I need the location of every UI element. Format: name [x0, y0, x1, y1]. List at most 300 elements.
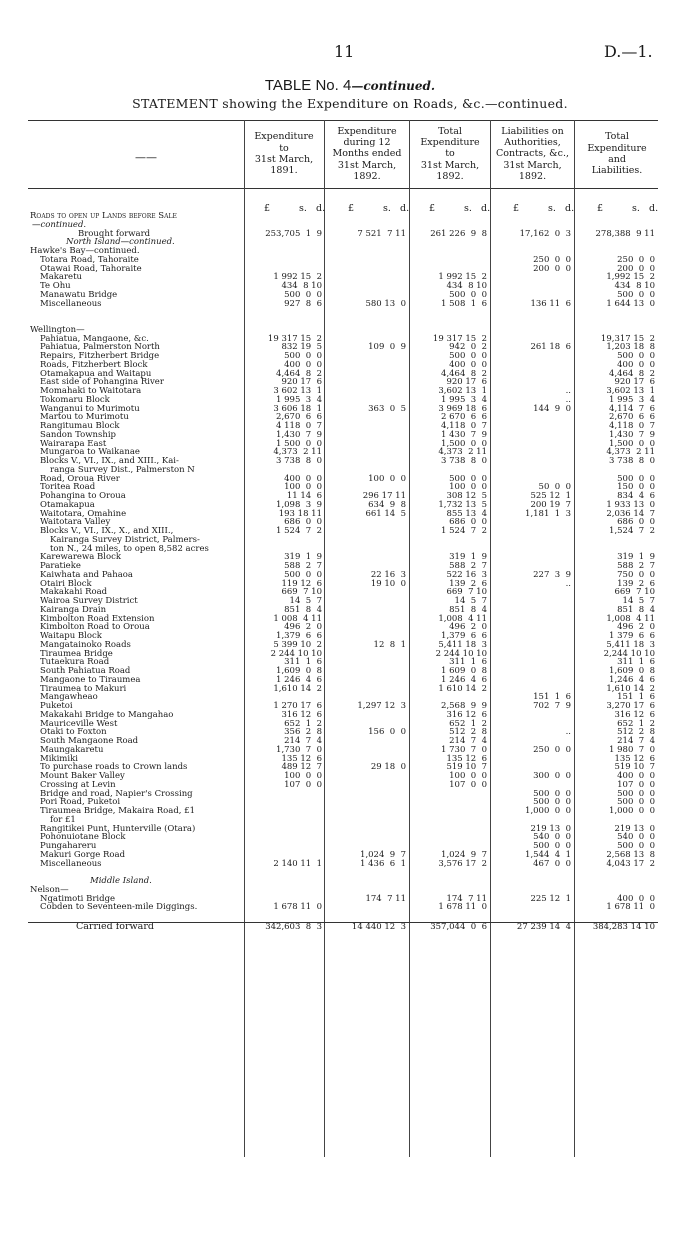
row-value: 100 0 0: [284, 771, 322, 781]
row-label: Mangatainoko Roads: [40, 639, 131, 650]
row-value: 489 12 7: [281, 762, 322, 773]
row-label: Kaiwhata and Pahaoa: [40, 569, 133, 580]
table-row: [0, 300, 700, 309]
row-label: for £1: [50, 814, 76, 825]
row-value: 2,670 6 6: [609, 412, 655, 423]
row-label: East side of Pohangina River: [40, 377, 164, 388]
row-value: 834 4 6: [617, 491, 655, 501]
row-label: Manawatu Bridge: [40, 289, 118, 300]
row-label: Wanganui to Murimotu: [40, 403, 140, 414]
table-title: [0, 77, 700, 94]
row-value: 107 0 0: [449, 779, 487, 790]
page-number: 11: [334, 42, 355, 61]
row-value: 434 8 10: [281, 281, 322, 291]
row-value: 500 0 0: [617, 289, 655, 300]
row-value: 2,036 14 7: [606, 508, 655, 519]
row-value: 661 14 5: [365, 508, 406, 519]
row-value: 19 317 15 2: [432, 333, 487, 344]
row-value: 1,992 15 2: [606, 272, 655, 283]
row-value: 1 678 11 0: [606, 902, 655, 913]
row-value: 512 2 8: [449, 727, 487, 738]
row-value: 1,430 7 9: [609, 429, 655, 440]
row-value: 139 2 6: [449, 578, 487, 589]
row-value: 1,732 13 5: [438, 499, 487, 510]
row-label: Waitotara, Omahine: [40, 508, 127, 519]
row-value: 1 379 6 6: [609, 631, 655, 641]
row-label: Momahaki to Waitotara: [40, 386, 142, 396]
row-value: 100 0 0: [284, 482, 322, 493]
row-value: 278,388 9 11: [595, 228, 655, 239]
row-value: 50 0 0: [538, 482, 571, 493]
row-value: 311 1 6: [617, 657, 655, 668]
row-label: Roads, Fitzherbert Block: [40, 359, 148, 370]
carried-forward-rule: [28, 922, 658, 923]
row-value: 100 0 0: [449, 771, 487, 781]
row-value: 139 2 6: [617, 578, 655, 589]
table-row: [0, 623, 700, 632]
row-value: 496 2 0: [449, 622, 487, 633]
row-value: 1 008 4 11: [273, 613, 322, 624]
table-row: [0, 877, 700, 886]
row-value: 2 244 10 10: [270, 648, 322, 659]
row-value: 1,500 0 0: [441, 438, 487, 449]
row-value: 1,246 4 6: [609, 674, 655, 685]
row-label: Makaretu: [40, 272, 82, 283]
row-value: 3,576 17 2: [438, 858, 487, 869]
row-value: 107 0 0: [284, 779, 322, 790]
table-row: [0, 291, 700, 300]
row-value: 17,162 0 3: [519, 228, 571, 239]
row-value: 27 239 14 4: [516, 921, 571, 932]
row-value: 107 0 0: [617, 779, 655, 790]
row-value: 1 995 3 4: [441, 394, 487, 405]
row-value: 4,464 8 2: [276, 368, 322, 379]
row-value: 357,044 0 6: [430, 921, 487, 932]
row-value: 851 8 4: [617, 604, 655, 615]
row-label: Mikimiki: [40, 753, 78, 764]
row-value: 4,043 17 2: [606, 858, 655, 869]
row-label: Rangitumau Block: [40, 421, 120, 431]
row-label: Martou to Murimotu: [40, 412, 129, 423]
row-label: Road, Oroua River: [40, 473, 120, 484]
row-value: 500 0 0: [533, 797, 571, 808]
row-value: 300 0 0: [533, 771, 571, 781]
row-value: 4,118 0 7: [441, 421, 487, 431]
unit-label: d.: [649, 203, 659, 214]
row-value: 496 2 0: [284, 622, 322, 633]
row-value: 316 12 6: [446, 709, 487, 720]
row-value: 5,411 18 3: [606, 639, 655, 650]
row-label: Maungakaretu: [40, 744, 104, 755]
row-label: To purchase roads to Crown lands: [40, 762, 188, 773]
row-value: 363 0 5: [368, 403, 406, 414]
row-value: 500 0 0: [533, 841, 571, 851]
table-body: [0, 212, 700, 932]
row-label: Puketoi: [40, 701, 73, 711]
header-total-and-liabilities: Total Expenditure and Liabilities.: [587, 131, 647, 177]
row-label: Tiraumea to Makuri: [40, 683, 127, 694]
row-value: 225 12 1: [530, 893, 571, 904]
row-value: 496 2 0: [617, 622, 655, 633]
statement-title: STATEMENT showing the Expenditure on Roads, &c.—continued.: [132, 96, 568, 111]
row-value: 1 270 17 6: [273, 701, 322, 711]
unit-label: £: [597, 203, 604, 214]
row-value: 214 7 4: [449, 736, 487, 746]
unit-label: d.: [481, 203, 491, 214]
row-value: 119 12 6: [281, 578, 322, 589]
row-value: 100 0 0: [449, 482, 487, 493]
row-value: 669 7 10: [614, 587, 655, 598]
row-value: 400 0 0: [617, 771, 655, 781]
header-label-column: ——: [135, 151, 157, 164]
row-value: 1,008 4 11: [606, 613, 655, 624]
table-row: [0, 553, 700, 562]
header-bottom-rule: [28, 188, 658, 189]
row-value: 519 10 7: [446, 762, 487, 773]
row-value: 669 7 10: [446, 587, 487, 598]
row-value: 652 1 2: [617, 718, 655, 729]
row-label: Waitotara Valley: [40, 517, 111, 528]
row-value: 22 16 3: [370, 569, 406, 580]
row-value: 135 12 6: [281, 753, 322, 764]
table-row: [0, 317, 700, 326]
row-value: 14 440 12 3: [351, 921, 406, 932]
row-value: 1,000 0 0: [609, 806, 655, 816]
row-label: Ngatimoti Bridge: [40, 893, 116, 904]
row-label: Miscellaneous: [40, 298, 102, 309]
row-value: 1 609 0 8: [441, 666, 487, 676]
row-value: 219 13 0: [530, 823, 571, 834]
row-label: Wellington—: [30, 324, 85, 335]
table-row: [0, 851, 700, 860]
row-label: Mungaroa to Waikanae: [40, 447, 140, 458]
row-label: Otaki to Foxton: [40, 727, 107, 738]
header-liabilities: Liabilities on Authorities, Contracts, &c., 31st March, 1892.: [496, 125, 569, 183]
row-value: 1 246 4 6: [441, 674, 487, 685]
row-value: 319 1 9: [449, 552, 487, 563]
row-value: 540 0 0: [617, 832, 655, 843]
row-value: 920 17 6: [281, 377, 322, 388]
row-value: 100 0 0: [368, 473, 406, 484]
row-label: Kairanga Drain: [40, 604, 107, 615]
row-label: North Island—continued.: [66, 237, 175, 248]
row-value: 261 226 9 8: [430, 228, 487, 239]
row-value: 200 0 0: [617, 263, 655, 274]
unit-label: £: [429, 203, 436, 214]
row-label: Tiraumea Bridge, Makaira Road, £1: [40, 806, 195, 816]
row-value: 500 0 0: [449, 351, 487, 361]
row-value: 1 246 4 6: [276, 674, 322, 685]
row-value: 522 16 3: [446, 569, 487, 580]
unit-label: d.: [400, 203, 410, 214]
row-value: 500 0 0: [284, 569, 322, 580]
row-label: Rangitikei Punt, Hunterville (Otara): [40, 823, 196, 834]
row-value: ..: [565, 394, 571, 405]
row-value: 525 12 1: [530, 491, 571, 501]
row-label: Pohangina to Oroua: [40, 491, 126, 501]
row-value: 400 0 0: [284, 359, 322, 370]
row-value: 1 992 15 2: [438, 272, 487, 283]
row-label: Makakahi Bridge to Mangahao: [40, 709, 174, 720]
table-row: [0, 693, 700, 702]
table-row: [0, 492, 700, 501]
row-value: 500 0 0: [617, 788, 655, 799]
row-value: 308 12 5: [446, 491, 487, 501]
row-value: 311 1 6: [449, 657, 487, 668]
unit-label: s.: [383, 203, 391, 214]
row-value: 4,373 2 11: [606, 447, 655, 458]
row-value: 540 0 0: [533, 832, 571, 843]
row-value: 1 430 7 9: [441, 429, 487, 440]
row-value: 1 500 0 0: [276, 438, 322, 449]
row-value: 942 0 2: [449, 342, 487, 353]
row-label: Karewarewa Block: [40, 552, 121, 563]
row-value: 750 0 0: [617, 569, 655, 580]
row-value: 1 678 11 0: [438, 902, 487, 913]
row-value: 1,730 7 0: [276, 744, 322, 755]
row-value: 214 7 4: [284, 736, 322, 746]
row-label: Miscellaneous: [40, 858, 102, 869]
row-value: 1,024 9 7: [360, 849, 406, 860]
row-value: 2 670 6 6: [441, 412, 487, 423]
row-value: 855 13 4: [446, 508, 487, 519]
row-value: 3,270 17 6: [606, 701, 655, 711]
row-label: Repairs, Fitzherbert Bridge: [40, 351, 160, 361]
row-value: 1,098 3 9: [276, 499, 322, 510]
row-value: 144 9 0: [533, 403, 571, 414]
row-label: ton N., 24 miles, to open 8,582 acres: [50, 543, 209, 554]
row-value: 851 8 4: [284, 604, 322, 615]
row-value: 1,500 0 0: [609, 438, 655, 449]
row-value: 7 521 7 11: [357, 228, 406, 239]
row-label: Waitapu Block: [40, 631, 102, 641]
row-value: 512 2 8: [617, 727, 655, 738]
row-value: 14 5 7: [454, 596, 487, 606]
row-value: 1,379 6 6: [276, 631, 322, 641]
row-value: 400 0 0: [617, 359, 655, 370]
row-value: 467 0 0: [533, 858, 571, 869]
row-value: 14 5 7: [622, 596, 655, 606]
row-value: 500 0 0: [617, 797, 655, 808]
row-label: Tokomaru Block: [40, 394, 110, 405]
row-label: Pungahareru: [40, 841, 97, 851]
row-label: Pori Road, Puketoi: [40, 797, 121, 808]
row-value: 500 0 0: [533, 788, 571, 799]
row-value: 580 13 0: [365, 298, 406, 309]
unit-label: d.: [316, 203, 326, 214]
row-value: 500 0 0: [284, 351, 322, 361]
row-value: 342,603 8 3: [265, 921, 322, 932]
row-value: 1 524 7 2: [276, 526, 322, 536]
row-value: 652 1 2: [449, 718, 487, 729]
header-total-expenditure-1892: Total Expenditure to 31st March, 1892.: [420, 125, 480, 183]
row-value: 250 0 0: [617, 254, 655, 265]
row-value: 851 8 4: [449, 604, 487, 615]
row-value: 500 0 0: [449, 473, 487, 484]
row-value: 1,008 4 11: [438, 613, 487, 624]
row-value: 1,609 0 8: [609, 666, 655, 676]
row-value: 14 5 7: [289, 596, 322, 606]
unit-label: d.: [565, 203, 575, 214]
row-label: Mauriceville West: [40, 718, 118, 729]
row-value: 151 1 6: [533, 692, 571, 703]
row-label: Crossing at Levin: [40, 779, 116, 790]
table-row: [0, 860, 700, 869]
row-value: 3,602 13 1: [606, 386, 655, 396]
row-value: 1,430 7 9: [276, 429, 322, 440]
row-label: Wairoa Survey District: [40, 596, 138, 606]
row-label: Brought forward: [78, 228, 151, 239]
row-label: Middle Island.: [90, 876, 152, 886]
row-label: South Pahiatua Road: [40, 666, 131, 676]
row-value: 1,610 14 2: [273, 683, 322, 694]
row-value: 1 995 3 4: [276, 394, 322, 405]
row-label: Mount Baker Valley: [40, 771, 125, 781]
unit-label: s.: [632, 203, 640, 214]
row-value: 588 2 7: [449, 561, 487, 571]
unit-label: £: [264, 203, 271, 214]
row-value: 927 8 6: [284, 298, 322, 309]
row-value: 652 1 2: [284, 718, 322, 729]
row-value: 500 0 0: [284, 289, 322, 300]
row-value: 500 0 0: [449, 289, 487, 300]
row-value: 250 0 0: [533, 254, 571, 265]
table-row: [0, 746, 700, 755]
row-label: South Mangaone Road: [40, 736, 139, 746]
header-expenditure-1891: Expenditure to 31st March, 1891.: [254, 131, 314, 177]
row-label: Sandon Township: [40, 429, 116, 440]
row-value: 4 118 0 7: [276, 421, 322, 431]
row-value: 1 508 1 6: [441, 298, 487, 309]
row-value: 2 140 11 1: [273, 858, 322, 869]
table-title-suffix: —continued.: [351, 79, 436, 93]
row-value: 200 0 0: [533, 263, 571, 274]
row-value: 156 0 0: [368, 727, 406, 738]
row-label: Pahiatua, Palmerston North: [40, 342, 160, 353]
row-value: 135 12 6: [614, 753, 655, 764]
row-value: 500 0 0: [617, 841, 655, 851]
row-label: Toritea Road: [40, 482, 96, 493]
row-value: 3 969 18 6: [438, 403, 487, 414]
row-value: 434 8 10: [446, 281, 487, 291]
row-value: 1 992 15 2: [273, 272, 322, 283]
row-label: Kimbolton Road to Oroua: [40, 622, 150, 633]
row-value: 1,379 6 6: [441, 631, 487, 641]
row-value: 2 244 10 10: [435, 648, 487, 659]
row-label: Bridge and road, Napier's Crossing: [40, 788, 193, 799]
row-label: Te Ohu: [40, 281, 71, 291]
row-value: 1,181 1 3: [525, 508, 571, 519]
row-value: 261 18 6: [530, 342, 571, 353]
row-value: 316 12 6: [281, 709, 322, 720]
row-value: 3,602 13 1: [438, 386, 487, 396]
row-value: 702 7 9: [533, 701, 571, 711]
row-value: 1 995 3 4: [609, 394, 655, 405]
row-value: 400 0 0: [284, 473, 322, 484]
row-value: 1,024 9 7: [441, 849, 487, 860]
row-value: 1,524 7 2: [609, 526, 655, 536]
row-value: 1 524 7 2: [441, 526, 487, 536]
row-label: Nelson—: [30, 884, 69, 895]
row-value: 3 606 18 1: [273, 403, 322, 414]
row-value: 319 1 9: [284, 552, 322, 563]
row-label: Tutaekura Road: [40, 657, 110, 668]
row-label: Otairi Block: [40, 578, 92, 589]
table-row: [0, 833, 700, 842]
table-row: [0, 920, 700, 932]
row-value: 3 738 8 0: [609, 456, 655, 466]
row-value: 319 1 9: [617, 552, 655, 563]
table-row: [0, 571, 700, 580]
row-value: 12 8 1: [373, 639, 406, 650]
row-value: 686 0 0: [449, 517, 487, 528]
row-value: 316 12 6: [614, 709, 655, 720]
row-value: 311 1 6: [284, 657, 322, 668]
row-label: Otamakapua: [40, 499, 95, 510]
row-value: 384,283 14 10: [592, 921, 655, 932]
table-row: [0, 807, 700, 816]
row-value: 2,568 13 8: [606, 849, 655, 860]
unit-label: s.: [548, 203, 556, 214]
row-value: 19 317 15 2: [267, 333, 322, 344]
row-label: Wairarapa East: [40, 438, 107, 449]
row-value: 214 7 4: [617, 736, 655, 746]
table-title-main: TABLE No. 4: [264, 77, 352, 94]
row-value: 4,373 2 11: [273, 447, 322, 458]
table-row: [0, 265, 700, 274]
row-value: 356 2 8: [284, 727, 322, 738]
row-value: 832 19 5: [281, 342, 322, 353]
row-label: Blocks V., VI., IX., X., and XIII.,: [40, 526, 174, 536]
row-value: 1,610 14 2: [606, 683, 655, 694]
row-value: 136 11 6: [530, 298, 571, 309]
row-value: 1 678 11 0: [273, 902, 322, 913]
unit-label: £: [348, 203, 355, 214]
row-value: 227 3 9: [533, 569, 571, 580]
row-label: Blocks V., VI., IX., and XIII., Kai-: [40, 456, 179, 466]
row-value: 1 644 13 0: [606, 298, 655, 309]
row-value: 400 0 0: [617, 893, 655, 904]
table-row: [0, 903, 700, 912]
row-label: Pahiatua, Mangaone, &c.: [40, 333, 149, 344]
row-value: 4,464 8 2: [609, 368, 655, 379]
row-value: 4,464 8 2: [441, 368, 487, 379]
row-value: 588 2 7: [284, 561, 322, 571]
row-value: 3 738 8 0: [441, 456, 487, 466]
row-value: 3 602 13 1: [273, 386, 322, 396]
row-value: 920 17 6: [446, 377, 487, 388]
row-label: Roads to open up Lands before Sale: [30, 211, 177, 221]
row-label: Carried forward: [76, 920, 154, 932]
row-value: 174 7 11: [365, 893, 406, 904]
row-value: 500 0 0: [617, 351, 655, 361]
row-value: 588 2 7: [617, 561, 655, 571]
row-value: ..: [565, 386, 571, 396]
row-value: 4,373 2 11: [438, 447, 487, 458]
row-value: 400 0 0: [449, 359, 487, 370]
header-top-rule: [28, 120, 658, 121]
row-value: ..: [565, 727, 571, 738]
row-value: 29 18 0: [370, 762, 406, 773]
row-value: 296 17 11: [362, 491, 406, 501]
row-label: ranga Survey Dist., Palmerston N: [50, 464, 195, 475]
row-value: 1,297 12 3: [357, 701, 406, 711]
row-label: Totara Road, Tahoraite: [40, 254, 139, 265]
row-value: 4,114 7 6: [609, 403, 655, 414]
row-value: 1 610 14 2: [438, 683, 487, 694]
table-row: [0, 912, 700, 921]
header-expenditure-12-months: Expenditure during 12 Months ended 31st March, 1892.: [332, 125, 402, 183]
